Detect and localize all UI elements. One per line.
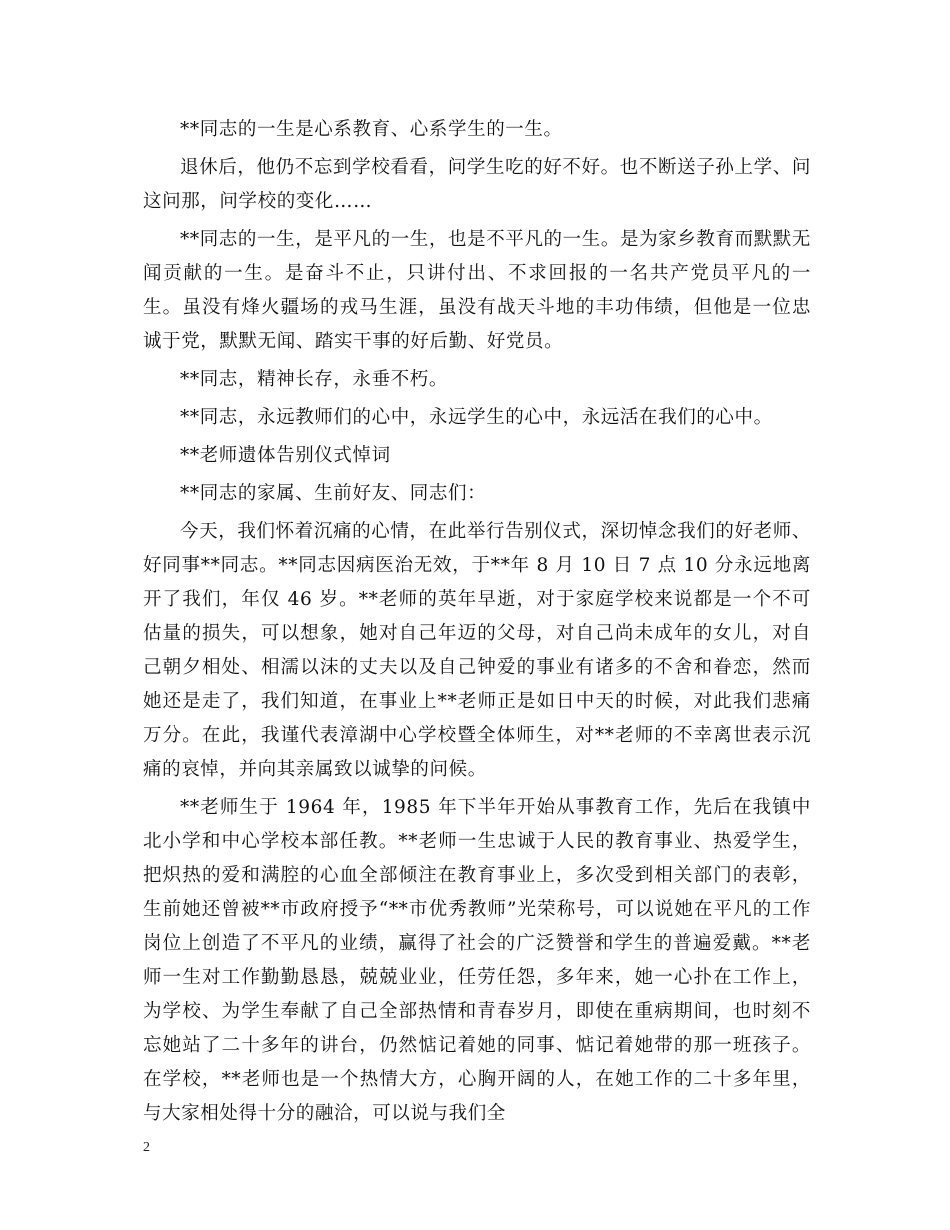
eulogy-salutation: **同志的家属、生前好友、同志们： <box>180 483 487 504</box>
page-number: 2 <box>143 1140 150 1155</box>
paragraph-8: 今天，我们怀着沉痛的心情，在此举行告别仪式，深切悼念我们的好老师、好同事**同志。**同志因病医治无效，于**年 8 月 10 日 7 点 10 分永远地离开了我们，年仅 46 岁。**老师的英年早逝，对于家庭学校来说都是一个不可估量的损失，可以想象，她对自己年迈的父母，对自己尚未成年的女儿，对自己朝夕相处、相濡以沫的丈夫以及自己钟爱的事业有诸多的不舍和眷恋，然而她还是走了，我们知道，在事业上**老师正是如日中天的时候，对此我们悲痛万分。在此，我谨代表漳湖中心学校暨全体师生，对**老师的不幸离世表示沉痛的哀悼，并向其亲属致以诚挚的问候。 <box>143 521 811 780</box>
eulogy-heading: **老师遗体告别仪式悼词 <box>180 445 391 466</box>
paragraph-2: 退休后，他仍不忘到学校看看，问学生吃的好不好。也不断送子孙上学、问这问那，问学校的变化…… <box>143 157 811 212</box>
paragraph-5: **同志，永远教师们的心中，永远学生的心中，永远活在我们的心中。 <box>180 407 773 428</box>
document-body <box>143 113 811 1131</box>
paragraph-1: **同志的一生是心系教育、心系学生的一生。 <box>180 119 563 140</box>
paragraph-4: **同志，精神长存，永垂不朽。 <box>180 369 449 390</box>
paragraph-9: **老师生于 1964 年，1985 年下半年开始从事教育工作，先后在我镇中北小学和中心学校本部任教。**老师一生忠诚于人民的教育事业、热爱学生，把炽热的爱和满腔的心血全部倾注在教育事业上，多次受到相关部门的表彰，生前她还曾被**市政府授予“**市优秀教师”光荣称号，可以说她在平凡的工作岗位上创造了不平凡的业绩，赢得了社会的广泛赞誉和学生的普遍爱戴。**老师一生对工作勤勤恳恳，兢兢业业，任劳任怨，多年来，她一心扑在工作上，为学校、为学生奉献了自己全部热情和青春岁月，即使在重病期间，也时刻不忘她站了二十多年的讲台，仍然惦记着她的同事、惦记着她带的那一班孩子。在学校，**老师也是一个热情大方，心胸开阔的人，在她工作的二十多年里，与大家相处得十分的融洽，可以说与我们全 <box>143 797 811 1124</box>
paragraph-3: **同志的一生，是平凡的一生，也是不平凡的一生。是为家乡教育而默默无闻贡献的一生。是奋斗不止，只讲付出、不求回报的一名共产党员平凡的一生。虽没有烽火疆场的戎马生涯，虽没有战天斗地的丰功伟绩，但他是一位忠诚于党，默默无闻、踏实干事的好后勤、好党员。 <box>143 229 811 352</box>
